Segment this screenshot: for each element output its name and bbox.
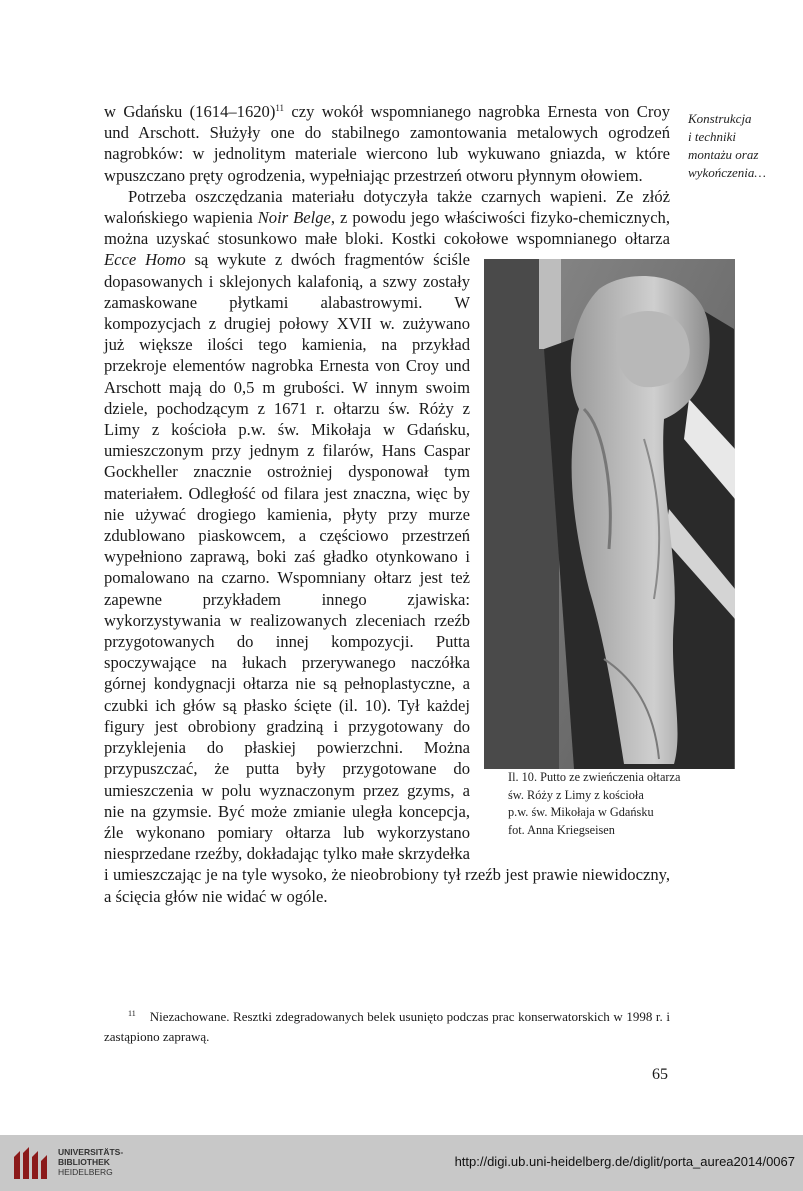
caption-line: fot. Anna Kriegseisen <box>508 822 615 837</box>
running-head-line: montażu oraz <box>688 147 759 162</box>
paragraph-2-part: , z powodu jego właściwości fizyko-chemicznych, można uzyskać stosunkowo małe bloki. Kostki cokołowe wspomnianego ołtarza <box>104 208 671 249</box>
paragraph-2-part: Potrzeba oszczędzania materiału dotyczyła także czarnych wapieni. Ze złóż walońskiego wapienia <box>104 186 670 228</box>
paragraph-1-start: w Gdańsku (1614–1620) <box>104 102 276 121</box>
paragraph-2-italic: Ecce Homo <box>104 250 186 270</box>
running-head <box>688 110 798 182</box>
footnote <box>104 1007 670 1047</box>
paragraph-1-rest: czy wokół wspomnianego nagrobka Ernesta von Croy und Arschott. Służyły one do stabilnego zamontowania metalowych ogrodzeń nagrobków: w jednolitym materiale wiercono lub wykuwano gniazda, w które wpuszczano pręty ogrodzenia, wypełniając przestrzeń otworu płynnym ołowiem. <box>104 102 670 185</box>
figure-caption <box>484 769 735 839</box>
page-number: 65 <box>652 1066 668 1083</box>
paragraph-2 <box>104 186 681 907</box>
paragraph-2-part: są wykute z dwóch fragmentów ściśle dopasowanych i sklejonych kalafonią, a szwy zostały zamaskowane płytkami alabastrowymi. W kompozycjach z drugiej połowy XVII w. zużywano już większe ilości tego kamienia, na przykład przekroje elementów nagrobka Ernesta von Croy und Arschott mają do 0,5 m grubości. W innym swoim dziele, pochodzącym z 1671 r. ołtarzu św. Róży z Limy z kościoła p.w. św. Mikołaja w Gdańsku, umieszczonym przy jednym z filarów, Hans Caspar Gockheller znacznie ostrożniej dysponował tym materiałem. Odległość od filara jest znaczna, więc by nie używać drogiego kamienia, płyty przy murze zdublowano piaskowcem, a częściowo przestrzeń wypełniono zaprawą, boki zaś gładko otynkowano i pomalowano na czarno. Wspomniany ołtarz jest też zapewne przykładem innego zjawiska: wykorzystywania w realizowanych zleceniach rzeźb przygotowanych do innej kompozycji. Putta spoczywające na łukach przerywanego naczółka górnej kondygnacji ołtarza nie są pełnoplastyczne, a czubki ich głów są płasko ścięte (il. 10). Tył każdej figury jest obrobiony gradziną i przygotowany do przyklejenia do płaskiej powierzchni. Można przypuszczać, że putta były przygotowane do umieszczenia w polu wyznaczonym przez gzyms, a nie na gzymsie. Być może zmianie uległa koncepcja, źle wykonano pomiary ołtarza lub wykorzystano niesprzedane rzeźby, dokładając tylko małe skrzydełka i umieszczając je na tyle wysoko, że nieobrobiony tył rzeźb jest prawie niewidoczny, a ścięcia głów nie widać w ogóle. <box>104 250 670 906</box>
caption-line: Il. 10. Putto ze zwieńczenia ołtarza <box>508 770 681 785</box>
footnote-number: 11 <box>128 1009 136 1018</box>
running-head-line: Konstrukcja <box>688 111 752 126</box>
running-head-line: i techniki <box>688 129 737 144</box>
logo-text <box>58 1147 123 1177</box>
logo-line: BIBLIOTHEK <box>58 1157 110 1167</box>
paragraph-2-italic: Noir Belge <box>257 208 331 228</box>
body-text <box>104 101 681 907</box>
caption-line: p.w. św. Mikołaja w Gdańsku <box>508 805 654 820</box>
university-library-logo-icon <box>10 1143 50 1183</box>
logo-line: UNIVERSITÄTS- <box>58 1147 124 1157</box>
figure <box>484 259 735 839</box>
logo-line: HEIDELBERG <box>58 1167 113 1177</box>
putto-photo <box>484 259 735 769</box>
paragraph-1 <box>104 101 670 186</box>
footer-bar <box>0 1135 803 1191</box>
footnote-ref[interactable]: 11 <box>275 103 285 113</box>
source-url-link[interactable]: http://digi.ub.uni-heidelberg.de/diglit/porta_aurea2014/0067 <box>454 1154 795 1169</box>
running-head-line: wykończenia… <box>688 165 766 180</box>
caption-line: św. Róży z Limy z kościoła <box>508 787 644 802</box>
footnote-text: Niezachowane. Resztki zdegradowanych belek usunięto podczas prac konserwatorskich w 1998 r. i zastąpiono zaprawą. <box>104 1009 670 1044</box>
